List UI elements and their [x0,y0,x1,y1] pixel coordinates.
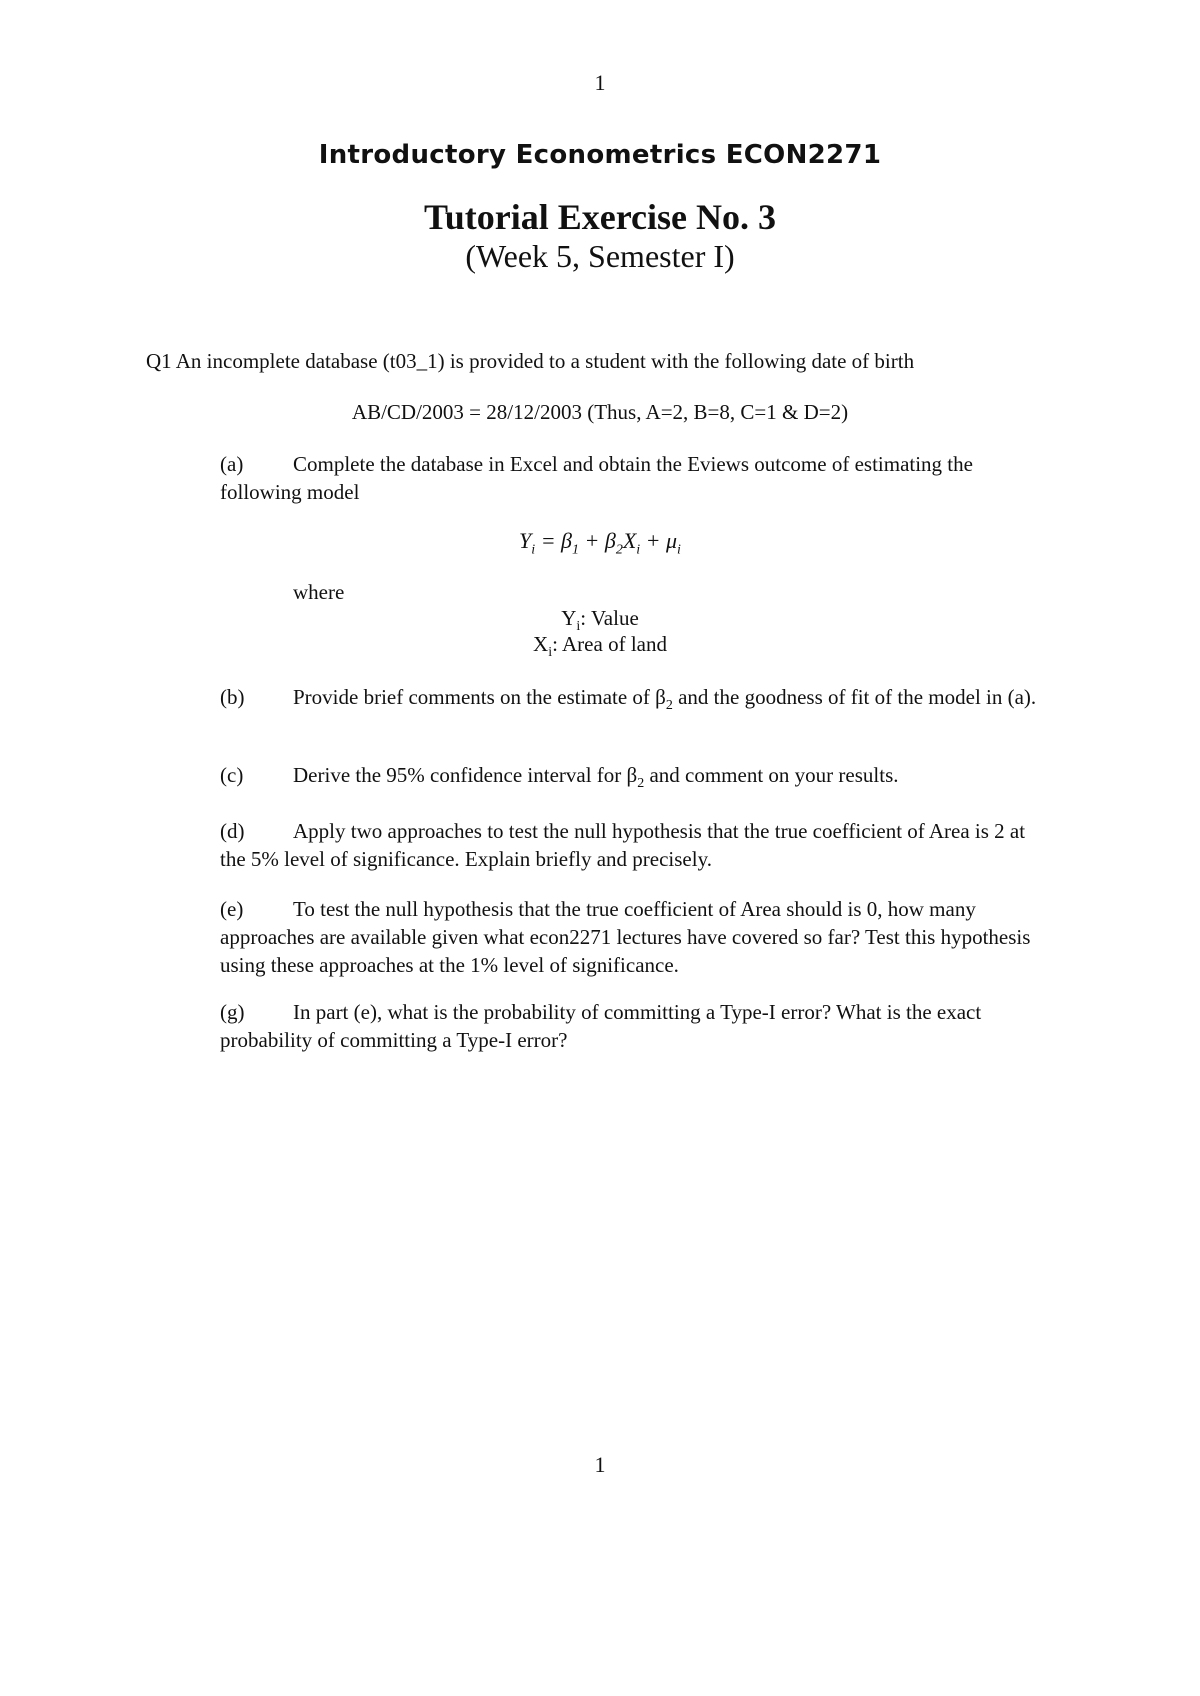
part-a [220,450,1050,506]
part-e-label: (e) [220,897,244,921]
definition-y-text: $Y_i$: Value [561,606,639,635]
part-c-text: Derive the 95% confidence interval for $\beta_2$ and comment on your results. [293,763,899,792]
part-d-text: Apply two approaches to test the null hypothesis that the true coefficient of Area is 2 at the 5% level of significance. Explain briefly and precisely. [220,819,1026,871]
part-g [220,998,1050,1054]
part-a-text: Complete the database in Excel and obtain the Eviews outcome of estimating the following model [220,452,973,504]
part-a-label: (a) [220,452,244,476]
tutorial-subtitle: (Week 5, Semester I) [465,238,735,274]
part-b-label: (b) [220,685,245,709]
date-of-birth-line: AB/CD/2003 = 28/12/2003 (Thus, A=2, B=8, C=1 & D=2) [351,400,849,424]
definition-x-text: $X_i$: Area of land [533,632,667,661]
part-b [220,683,1050,720]
part-e-text: To test the null hypothesis that the true coefficient of Area should is 0, how many approaches are available given what econ2271 lectures have covered so far? Test this hypothesis using these approaches at the 1% level of significance. [220,897,1031,977]
page-number-bottom: 1 [594,1452,606,1477]
part-d-label: (d) [220,819,245,843]
where-label: where [293,580,345,604]
part-c-label: (c) [220,763,244,787]
part-e [220,895,1050,979]
regression-equation [0,528,1200,558]
part-g-label: (g) [220,1000,245,1024]
part-b-text: Provide brief comments on the estimate of $\beta_2$ and the goodness of fit of the model in (a). [293,685,1037,714]
regression-equation-text: $Y_i = \beta_1 + \beta_2X_i + \mu_i$ [519,528,681,558]
definition-x [0,630,1200,667]
tutorial-title: Tutorial Exercise No. 3 [424,197,776,237]
question-1-intro: Q1 An incomplete database (t03_1) is provided to a student with the following date of birth [146,349,915,373]
page-number-top: 1 [594,70,606,95]
part-c [220,761,1050,798]
part-g-text: In part (e), what is the probability of committing a Type-I error? What is the exact probability of committing a Type-I error? [220,1000,982,1052]
part-d [220,817,1050,873]
course-title: Introductory Econometrics ECON2271 [318,140,882,170]
